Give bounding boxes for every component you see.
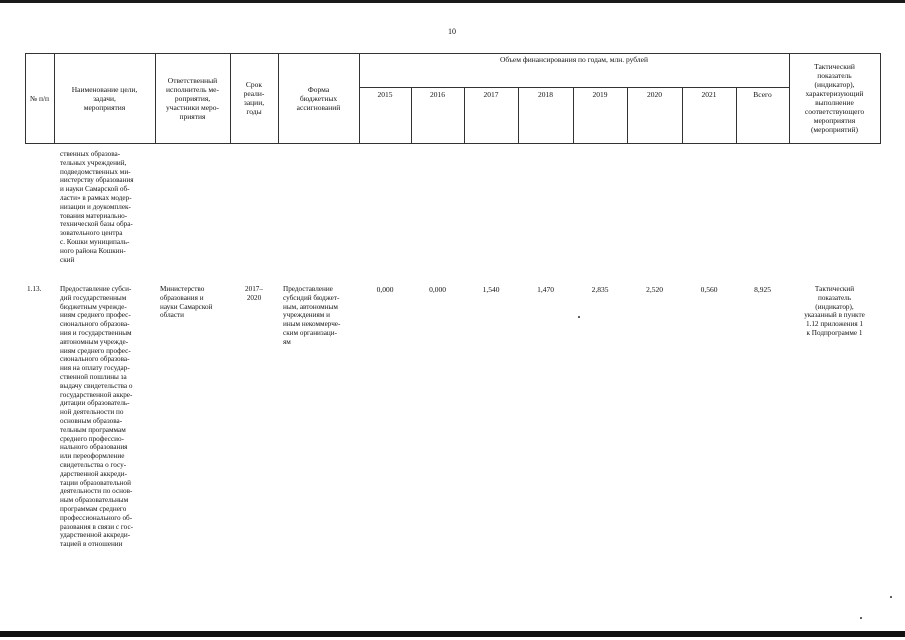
value-2015: 0,000 [376, 285, 394, 294]
value-2018: 1,470 [537, 285, 554, 294]
value-2017: 1,540 [482, 285, 500, 294]
scan-speck [860, 617, 862, 619]
value-2016: 0,000 [429, 285, 446, 294]
row-indicator: Тактический показатель (индикатор), указанный в пункте 1.12 приложения 1 к Подпрограмме 1 [804, 285, 865, 337]
continuation-text: ственных образова- тельных учреждений, подведомственных ми- нистерству образования и науки Самарской об- ласти» в рамках модер- низации и доукомплек- тования материально- технической базы обра- зовательного центра с. Кошки муниципаль- ного района Кошкин- ский [60, 150, 134, 264]
row-num: 1.13. [27, 285, 42, 293]
value-2019: 2,835 [591, 285, 609, 294]
header-funding: Объем финансирования по годам, млн. рублей [499, 55, 649, 64]
header-indicator: Тактический показатель (индикатор), характеризующий выполнение соответствующего мероприятия (мероприятий) [804, 62, 865, 134]
header-year-total: Всего [753, 90, 772, 99]
value-2021: 0,560 [700, 285, 718, 294]
header-num: № п/п [29, 93, 50, 103]
value-2020: 2,520 [646, 285, 663, 294]
header-year-2021: 2021 [701, 90, 717, 99]
row-responsible: Министерство образования и науки Самарской области [160, 285, 213, 320]
header-year-2017: 2017 [483, 90, 499, 99]
header-year-2015: 2015 [377, 90, 393, 99]
scan-speck [578, 316, 580, 318]
header-form: Форма бюджетных ассигнований [296, 84, 341, 112]
bottom-border [0, 631, 905, 637]
header-year-2016: 2016 [430, 90, 445, 99]
row-name: Предоставление субси- дий государственным бюджетным учрежде- ниям среднего профес- сионального образова- ния и государственным автономным учрежде- ниям среднего профес- сионального образова- ния на оплату государ- ственной пошлины за выдачу свидетельства о государственной аккре- дитации образователь- ной деятельности по основным образова- тельным программам среднего профессио- нального образования или переоформление свидетельства о госу- дарственной аккреди- тации образовательной деятельности по основ- ным образовательным программам среднего профессионального об- разования в связи с гос- ударственной аккреди- тацией в отношении [60, 285, 134, 549]
header-year-2020: 2020 [647, 90, 662, 99]
header-responsible: Ответственный исполнитель ме- роприятия, участники меро- приятия [165, 75, 220, 121]
top-border [0, 0, 905, 3]
page-number: 10 [448, 27, 456, 36]
scan-speck [890, 596, 892, 598]
header-name: Наименование цели, задачи, мероприятия [71, 84, 138, 112]
value-total: 8,925 [754, 285, 771, 294]
row-term: 2017– 2020 [245, 285, 263, 302]
header-term: Срок реали- зации, годы [243, 80, 265, 116]
header-year-2018: 2018 [538, 90, 553, 99]
row-form: Предоставление субсидий бюджет- ным, автономным учреждениям и иным некоммерче- ским организаци- ям [283, 285, 341, 346]
header-year-2019: 2019 [592, 90, 608, 99]
